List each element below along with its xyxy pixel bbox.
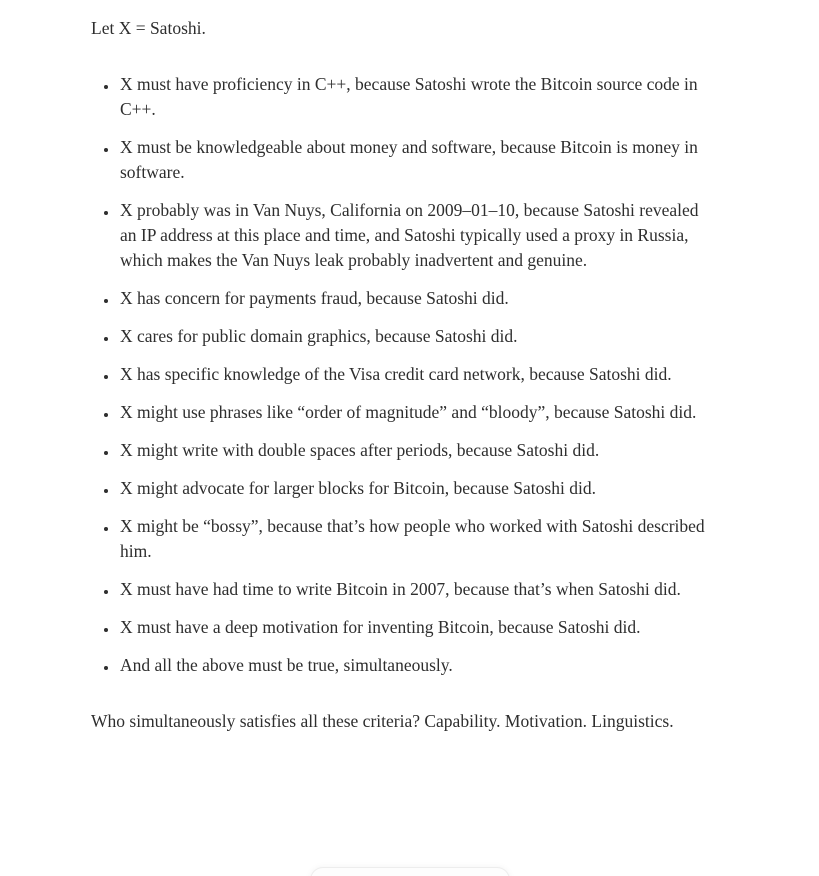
list-item: • X cares for public domain graphics, because Satoshi did. [118,324,707,349]
list-item: • And all the above must be true, simultaneously. [118,653,707,678]
list-item: • X has concern for payments fraud, because Satoshi did. [118,286,707,311]
list-item: • X must have proficiency in C++, because Satoshi wrote the Bitcoin source code in C++. [118,72,707,122]
closing-paragraph: Who simultaneously satisfies all these criteria? Capability. Motivation. Linguistics. [91,711,674,731]
list-item: • X must have had time to write Bitcoin in 2007, because that’s when Satoshi did. [118,577,707,602]
intro-paragraph: Let X = Satoshi. [91,18,206,38]
list-item: • X might advocate for larger blocks for Bitcoin, because Satoshi did. [118,476,707,501]
list-item: • X might write with double spaces after periods, because Satoshi did. [118,438,707,463]
criteria-list [91,72,707,678]
cut-off-button[interactable] [310,867,510,876]
list-item: • X must have a deep motivation for inventing Bitcoin, because Satoshi did. [118,615,707,640]
list-item: • X might use phrases like “order of magnitude” and “bloody”, because Satoshi did. [118,400,707,425]
list-item: • X probably was in Van Nuys, California on 2009–01–10, because Satoshi revealed an IP address at this place and time, and Satoshi typically used a proxy in Russia, which makes the Van Nuys leak probably inadvertent and genuine. [118,198,707,273]
list-item: • X must be knowledgeable about money and software, because Bitcoin is money in software. [118,135,707,185]
list-item: • X might be “bossy”, because that’s how people who worked with Satoshi described him. [118,514,707,564]
list-item: • X has specific knowledge of the Visa credit card network, because Satoshi did. [118,362,707,387]
